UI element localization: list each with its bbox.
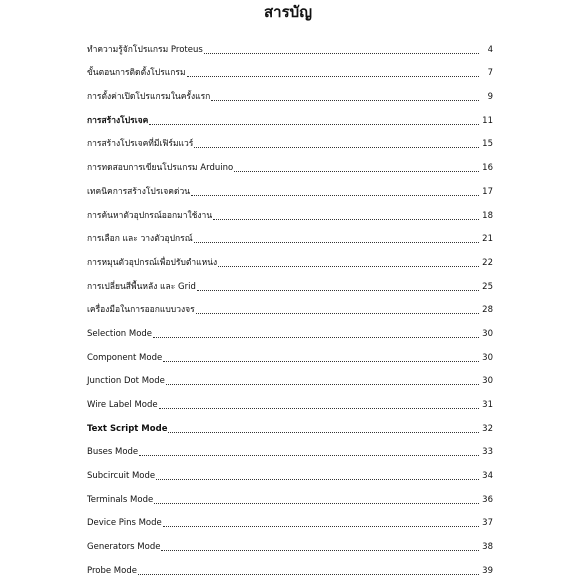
toc-entry-page-number: 11 — [482, 115, 493, 126]
toc-entry-page-number: 37 — [482, 518, 493, 529]
toc-entry-page-number: 22 — [482, 257, 493, 268]
toc-entry — [87, 317, 493, 341]
toc-entry — [87, 199, 493, 223]
toc-entry-label: Terminals Mode — [87, 494, 154, 505]
toc-entry-page-number: 33 — [482, 447, 493, 458]
toc-entry-label: การสร้างโปรเจค — [87, 115, 149, 126]
dot-leader — [163, 361, 479, 362]
toc-entry-page-number: 25 — [482, 281, 493, 292]
toc-entry-page-number: 32 — [482, 423, 493, 434]
toc-entry — [87, 554, 493, 578]
toc-entry — [87, 412, 493, 436]
toc-entry — [87, 341, 493, 365]
toc-entry — [87, 175, 493, 199]
toc-entry — [87, 57, 493, 81]
toc-entry-page-number: 28 — [482, 305, 493, 316]
toc-entry — [87, 104, 493, 128]
toc-entry — [87, 128, 493, 152]
toc-entry-page-number: 38 — [482, 542, 493, 553]
toc-entry-label: การค้นหาตัวอุปกรณ์ออกมาใช้งาน — [87, 210, 213, 221]
toc-entry-label: ทำความรู้จักโปรแกรม Proteus — [87, 44, 203, 55]
dot-leader — [163, 526, 479, 527]
toc-entry-label: เครื่องมือในการออกแบบวงจร — [87, 305, 195, 316]
toc-entry — [87, 80, 493, 104]
dot-leader — [194, 242, 479, 243]
toc-entry-label: การสร้างโปรเจคที่มีเฟิร์มแวร์ — [87, 139, 194, 150]
toc-entry-page-number: 9 — [487, 92, 493, 103]
dot-leader — [213, 219, 479, 220]
toc-entry-label: Subcircuit Mode — [87, 471, 156, 482]
dot-leader — [211, 100, 479, 101]
toc-entry-label: การทดสอบการเขียนโปรแกรม Arduino — [87, 163, 234, 174]
toc-entry — [87, 507, 493, 531]
dot-leader — [234, 171, 479, 172]
dot-leader — [187, 76, 479, 77]
toc-entry-label: ขั้นตอนการติดตั้งโปรแกรม — [87, 68, 186, 79]
toc-entry-page-number: 4 — [487, 44, 493, 55]
toc-entry — [87, 459, 493, 483]
toc-entry — [87, 33, 493, 57]
toc-entry-page-number: 21 — [482, 234, 493, 245]
toc-entry-label: Junction Dot Mode — [87, 376, 165, 387]
toc-entry-page-number: 34 — [482, 471, 493, 482]
toc-entry-page-number: 17 — [482, 186, 493, 197]
toc-entry-label: เทคนิคการสร้างโปรเจคด่วน — [87, 186, 191, 197]
dot-leader — [154, 503, 479, 504]
toc-entry-label: Component Mode — [87, 352, 163, 363]
toc-entry — [87, 388, 493, 412]
dot-leader — [196, 313, 479, 314]
toc-entry-page-number: 30 — [482, 376, 493, 387]
dot-leader — [191, 195, 479, 196]
toc-entry-label: การเปลี่ยนสีพื้นหลัง และ Grid — [87, 281, 196, 292]
toc-entry-page-number: 30 — [482, 328, 493, 339]
toc-entry-label: การเลือก และ วางตัวอุปกรณ์ — [87, 234, 193, 245]
dot-leader — [156, 479, 479, 480]
toc-entry-page-number: 18 — [482, 210, 493, 221]
dot-leader — [139, 455, 479, 456]
dot-leader — [153, 337, 479, 338]
toc-entry-label: Generators Mode — [87, 542, 161, 553]
dot-leader — [204, 53, 479, 54]
dot-leader — [168, 432, 479, 433]
dot-leader — [166, 384, 479, 385]
toc-entry-label: Selection Mode — [87, 328, 153, 339]
toc-entry-label: Buses Mode — [87, 447, 139, 458]
dot-leader — [218, 266, 479, 267]
toc-entry-page-number: 30 — [482, 352, 493, 363]
toc-entry-label: Device Pins Mode — [87, 518, 162, 529]
table-of-contents — [87, 33, 493, 578]
toc-entry-page-number: 7 — [487, 68, 493, 79]
toc-entry-label: Probe Mode — [87, 565, 137, 576]
toc-entry — [87, 151, 493, 175]
toc-entry-page-number: 15 — [482, 139, 493, 150]
toc-entry — [87, 246, 493, 270]
toc-entry — [87, 365, 493, 389]
toc-entry — [87, 530, 493, 554]
dot-leader — [149, 124, 479, 125]
dot-leader — [159, 408, 479, 409]
toc-entry — [87, 436, 493, 460]
dot-leader — [194, 147, 479, 148]
toc-entry-page-number: 39 — [482, 565, 493, 576]
toc-entry — [87, 223, 493, 247]
dot-leader — [138, 574, 479, 575]
toc-entry — [87, 270, 493, 294]
toc-entry — [87, 483, 493, 507]
dot-leader — [161, 550, 479, 551]
toc-entry-label: การตั้งค่าเปิดโปรแกรมในครั้งแรก — [87, 92, 211, 103]
toc-entry-page-number: 36 — [482, 494, 493, 505]
dot-leader — [197, 290, 479, 291]
page-title: สารบัญ — [264, 3, 312, 21]
toc-entry-page-number: 16 — [482, 163, 493, 174]
toc-entry-label: Wire Label Mode — [87, 400, 158, 410]
toc-entry-page-number: 31 — [482, 400, 493, 410]
toc-entry-label: การหมุนตัวอุปกรณ์เพื่อปรับตำแหน่ง — [87, 257, 218, 268]
toc-entry-label: Text Script Mode — [87, 423, 168, 434]
toc-entry — [87, 294, 493, 318]
